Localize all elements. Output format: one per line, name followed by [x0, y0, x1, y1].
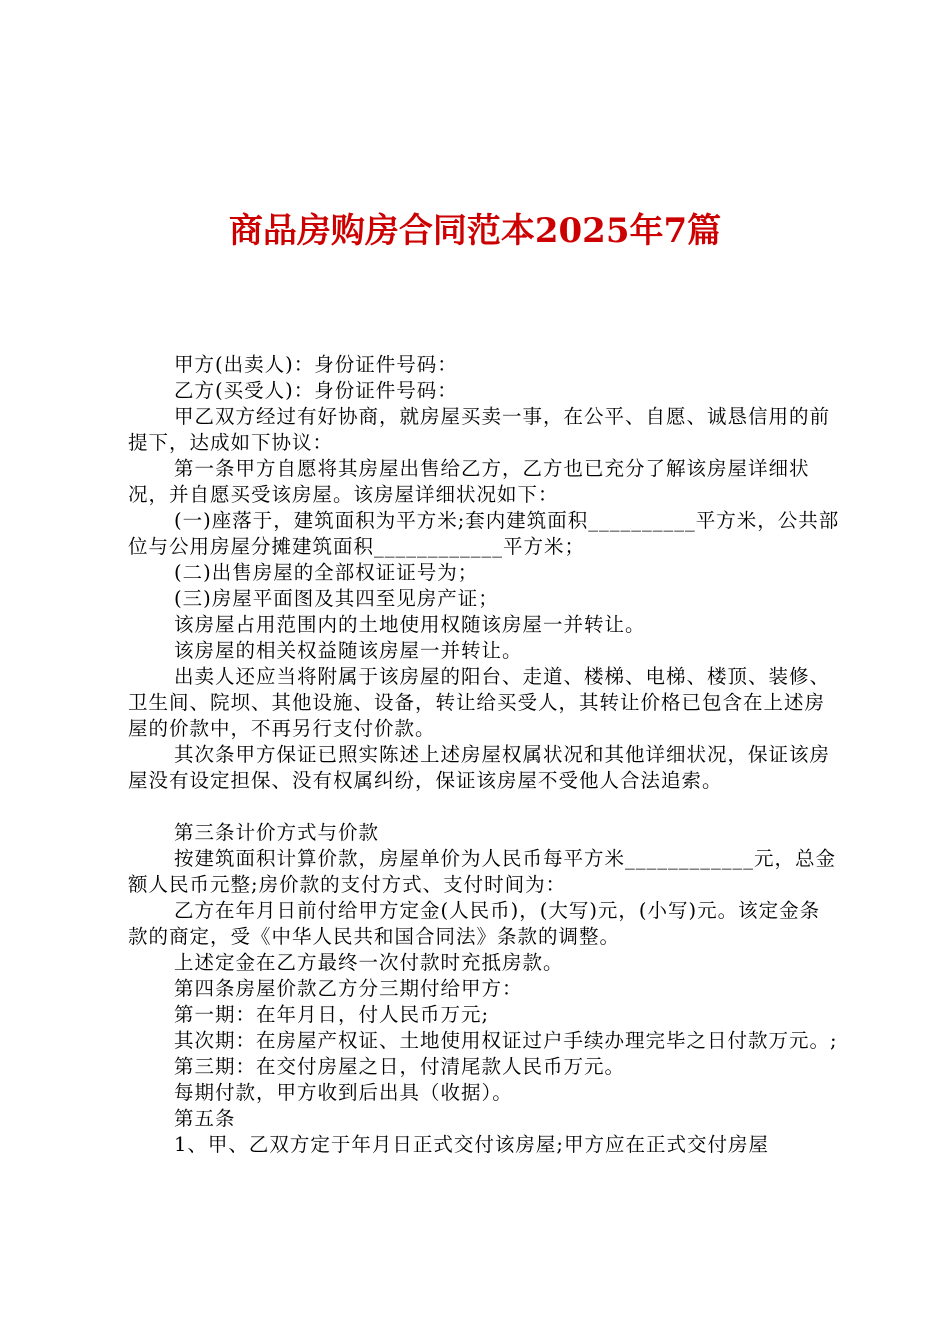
paragraph-article-5: 第五条: [174, 1107, 236, 1130]
paragraph-item-2: (二)出售房屋的全部权证证号为；: [174, 561, 479, 584]
paragraph-article-3: 第三条计价方式与价款: [174, 821, 380, 844]
paragraph-spacer: [128, 794, 840, 820]
paragraph-installment-1: 第一期：在年月日，付人民币万元;: [174, 1003, 490, 1026]
paragraph-article-4: 第四条房屋价款乙方分三期付给甲方：: [174, 977, 523, 1000]
paragraph-preamble: 甲乙双方经过有好协商，就房屋买卖一事，在公平、自愿、诚恳信用的前提下，达成如下协议：: [128, 405, 831, 454]
paragraph-article-5-item-1: 1、甲、乙双方定于年月日正式交付该房屋;甲方应在正式交付房屋: [174, 1133, 769, 1156]
paragraph-attachments: 出卖人还应当将附属于该房屋的阳台、走道、楼梯、电梯、楼顶、装修、卫生间、院坝、其他设施、设备，转让给买受人，其转让价格已包含在上述房屋的价款中，不再另行支付价款。: [128, 665, 831, 740]
paragraph-item-1: (一)座落于，建筑面积为平方米;套内建筑面积__________平方米，公共部位与公用房屋分摊建筑面积____________平方米；: [128, 509, 840, 558]
document-body: [128, 352, 840, 1158]
paragraph-installment-3: 第三期：在交付房屋之日，付清尾款人民币万元。: [174, 1055, 626, 1078]
paragraph-receipt: 每期付款，甲方收到后出具（收据）。: [174, 1081, 513, 1104]
paragraph-installment-2: 其次期：在房屋产权证、土地使用权证过户手续办理完毕之日付款万元。;: [174, 1029, 838, 1052]
paragraph-pricing: 按建筑面积计算价款，房屋单价为人民币每平方米____________元，总金额人民币元整;房价款的支付方式、支付时间为：: [128, 847, 837, 896]
paragraph-related-rights: 该房屋的相关权益随该房屋一并转让。: [174, 639, 523, 662]
paragraph-article-2: 其次条甲方保证已照实陈述上述房屋权属状况和其他详细状况，保证该房屋没有设定担保、没有权属纠纷，保证该房屋不受他人合法追索。: [128, 743, 831, 792]
paragraph-article-1: 第一条甲方自愿将其房屋出售给乙方，乙方也已充分了解该房屋详细状况，并自愿买受该房屋。该房屋详细状况如下：: [128, 457, 810, 506]
paragraph-item-3: (三)房屋平面图及其四至见房产证；: [174, 587, 499, 610]
paragraph-party-a: 甲方(出卖人)：身份证件号码：: [174, 353, 458, 376]
paragraph-land-rights: 该房屋占用范围内的土地使用权随该房屋一并转让。: [174, 613, 646, 636]
document-title: 商品房购房合同范本2025年7篇: [228, 211, 722, 251]
paragraph-party-b: 乙方(买受人)：身份证件号码：: [174, 379, 458, 402]
paragraph-deposit: 乙方在年月日前付给甲方定金(人民币)，(大写)元，(小写)元。该定金条款的商定，受《中华人民共和国合同法》条款的调整。: [128, 899, 821, 948]
paragraph-deposit-offset: 上述定金在乙方最终一次付款时充抵房款。: [174, 951, 564, 974]
